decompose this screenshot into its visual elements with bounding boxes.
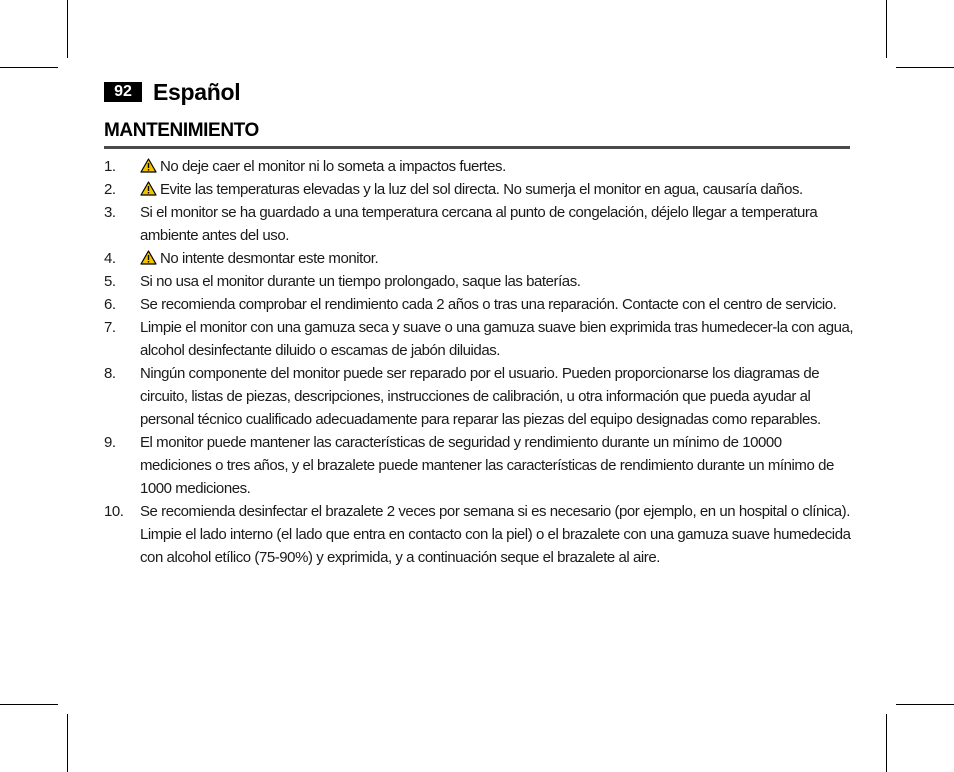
list-item-body bbox=[140, 500, 854, 569]
crop-mark-bottom-right-vertical bbox=[886, 714, 887, 772]
list-item-text: Limpie el monitor con una gamuza seca y suave o una gamuza suave bien exprimida tras humedecer-la con agua, alcohol desinfectante diluido o escamas de jabón diluidas. bbox=[140, 319, 854, 359]
list-item-number: 9. bbox=[104, 434, 116, 451]
list-item bbox=[104, 270, 854, 293]
list-item-number: 4. bbox=[104, 250, 116, 267]
list-item bbox=[104, 247, 854, 270]
list-item-body bbox=[140, 316, 854, 362]
list-item bbox=[104, 293, 854, 316]
crop-mark-top-right-vertical bbox=[886, 0, 887, 58]
list-item bbox=[104, 155, 854, 178]
list-item bbox=[104, 201, 854, 247]
page-number-badge: 92 bbox=[104, 82, 142, 102]
list-item-number: 2. bbox=[104, 181, 116, 198]
list-item bbox=[104, 316, 854, 362]
list-item-body bbox=[140, 247, 854, 270]
list-item-text: Se recomienda desinfectar el brazalete 2 veces por semana si es necesario (por ejemplo, en un hospital o clínica). Limpie el lado interno (el lado que entra en contacto con la piel) o el brazalete con una gamuza suave humedecida con alcohol etílico (75-90%) y exprimida, y a continuación seque el brazalete al aire. bbox=[140, 503, 851, 566]
crop-mark-top-left-horizontal bbox=[0, 67, 58, 68]
maintenance-list bbox=[104, 155, 854, 569]
crop-mark-bottom-left-horizontal bbox=[0, 704, 58, 705]
warning-icon bbox=[140, 180, 157, 195]
list-item-number: 1. bbox=[104, 158, 116, 175]
list-item-text: No deje caer el monitor ni lo someta a impactos fuertes. bbox=[160, 158, 506, 175]
list-item-text: Se recomienda comprobar el rendimiento cada 2 años o tras una reparación. Contacte con el centro de servicio. bbox=[140, 296, 837, 313]
list-item-text: Si no usa el monitor durante un tiempo prolongado, saque las baterías. bbox=[140, 273, 581, 290]
list-item-body bbox=[140, 155, 854, 178]
crop-mark-top-left-vertical bbox=[67, 0, 68, 58]
warning-icon bbox=[140, 157, 157, 172]
list-item-text: No intente desmontar este monitor. bbox=[160, 250, 379, 267]
list-item bbox=[104, 500, 854, 569]
list-item-text: Ningún componente del monitor puede ser reparado por el usuario. Pueden proporcionarse los diagramas de circuito, listas de piezas, descripciones, instrucciones de calibración, u otra información que pueda ayudar al personal técnico cualificado adecuadamente para reparar las piezas del equipo designadas como reparables. bbox=[140, 365, 821, 428]
list-item-number: 3. bbox=[104, 204, 116, 221]
list-item-body bbox=[140, 362, 854, 431]
list-item bbox=[104, 431, 854, 500]
list-item bbox=[104, 178, 854, 201]
list-item-body bbox=[140, 270, 854, 293]
list-item-body bbox=[140, 431, 854, 500]
list-item-body bbox=[140, 293, 854, 316]
list-item-body bbox=[140, 178, 854, 201]
warning-icon bbox=[140, 249, 157, 264]
section-divider bbox=[104, 146, 850, 149]
crop-mark-bottom-left-vertical bbox=[67, 714, 68, 772]
list-item-text: El monitor puede mantener las características de seguridad y rendimiento durante un mínimo de 10000 mediciones o tres años, y el brazalete puede mantener las características de rendimiento durante un mínimo de 1000 mediciones. bbox=[140, 434, 834, 497]
crop-mark-top-right-horizontal bbox=[896, 67, 954, 68]
list-item-number: 7. bbox=[104, 319, 116, 336]
list-item-text: Evite las temperaturas elevadas y la luz del sol directa. No sumerja el monitor en agua, causaría daños. bbox=[160, 181, 803, 198]
crop-mark-bottom-right-horizontal bbox=[896, 704, 954, 705]
list-item-number: 6. bbox=[104, 296, 116, 313]
list-item-number: 8. bbox=[104, 365, 116, 382]
language-title: Español bbox=[153, 78, 241, 105]
list-item-text: Si el monitor se ha guardado a una temperatura cercana al punto de congelación, déjelo llegar a temperatura ambiente antes del uso. bbox=[140, 204, 818, 244]
page-header bbox=[104, 79, 240, 105]
list-item bbox=[104, 362, 854, 431]
list-item-number: 5. bbox=[104, 273, 116, 290]
list-item-body bbox=[140, 201, 854, 247]
section-title: MANTENIMIENTO bbox=[104, 120, 259, 141]
list-item-number: 10. bbox=[104, 503, 124, 520]
